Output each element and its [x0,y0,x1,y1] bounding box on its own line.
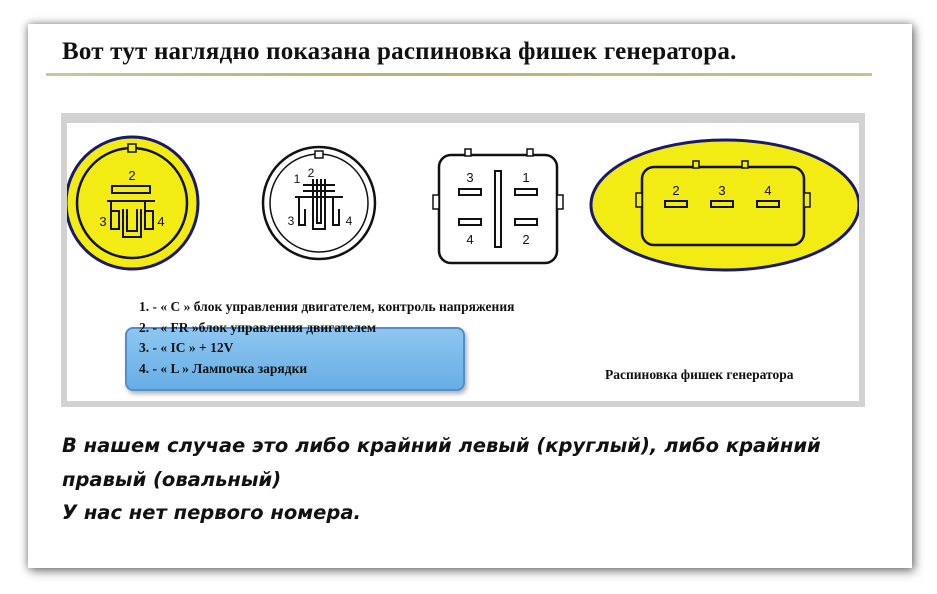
legend-item-2: 2. - « FR »блок управления двигателем [139,320,377,335]
pin-label: 2 [128,168,136,183]
pin-label: 2 [672,183,680,198]
title-underline [46,73,872,76]
pin-label: 3 [466,170,474,185]
pin-label: 1 [522,170,530,185]
connector-oval-yellow [591,140,859,270]
connector-round-white [263,147,375,259]
connector-square [433,149,563,263]
pin-label: 4 [466,232,474,247]
pin-label: 4 [345,214,353,228]
diagram-canvas [67,123,859,401]
pinout-diagram [61,113,865,407]
legend-item-4: 4. - « L » Лампочка зарядки [139,361,308,376]
pin-label: 4 [764,183,772,198]
pin-label: 2 [307,166,315,180]
pin-label: 1 [293,172,301,186]
pin-label: 3 [287,214,295,228]
pin-label: 4 [157,214,165,229]
diagram-caption: Распиновка фишек генератора [605,367,794,382]
pin-label: 3 [718,183,726,198]
legend-item-3: 3. - « IC » + 12V [139,340,234,355]
pin-label: 2 [522,232,530,247]
pin-label: 3 [99,214,107,229]
connector-round-yellow [67,137,198,269]
note-line-1: В нашем случае это либо крайний левый (круглый), либо крайний [62,434,821,457]
legend-item-1: 1. - « C » блок управления двигателем, контроль напряжения [139,299,515,314]
note-line-2: правый (овальный) [62,468,282,491]
legend-highlight [125,327,465,391]
note-line-3: У нас нет первого номера. [62,501,361,524]
page-title: Вот тут наглядно показана распиновка фишек генератора. [62,38,737,65]
